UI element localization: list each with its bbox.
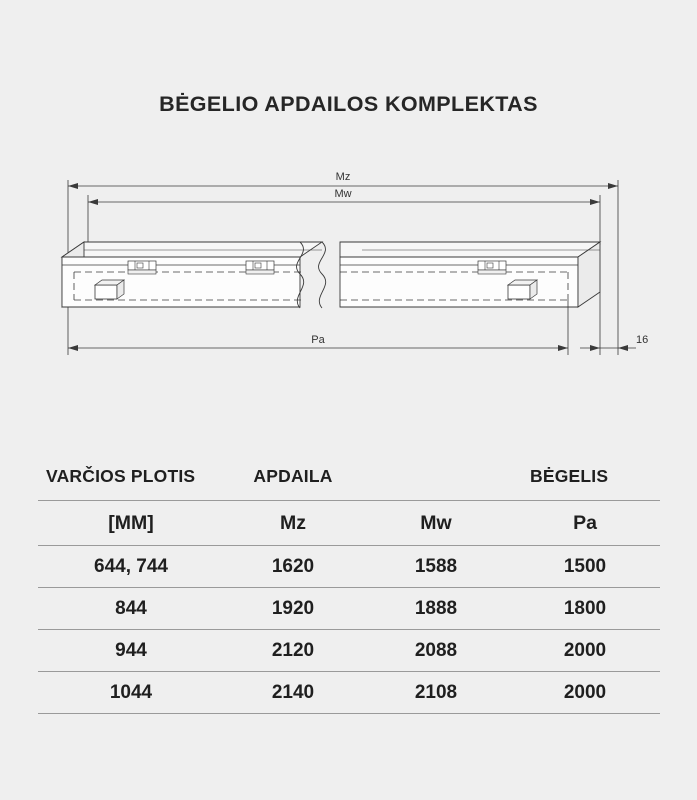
cell-pa: 1500 — [510, 546, 660, 588]
dim-label-mz: Mz — [335, 171, 351, 183]
cell-mw: 2088 — [362, 630, 510, 672]
col-header-apdaila-spacer — [362, 452, 510, 501]
cell-pa: 2000 — [510, 672, 660, 714]
col-header-varcios-plotis: VARČIOS PLOTIS — [38, 452, 224, 501]
unit-cell-mw: Mw — [362, 501, 510, 546]
cell-width: 944 — [38, 630, 224, 672]
cell-pa: 2000 — [510, 630, 660, 672]
page-title: BĖGELIO APDAILOS KOMPLEKTAS — [159, 92, 538, 116]
col-header-apdaila: APDAILA — [224, 452, 362, 501]
cell-mz: 1920 — [224, 588, 362, 630]
cell-width: 1044 — [38, 672, 224, 714]
table-row — [38, 630, 660, 672]
cell-mz: 1620 — [224, 546, 362, 588]
cell-mz: 2140 — [224, 672, 362, 714]
col-header-begelis: BĖGELIS — [510, 452, 660, 501]
dim-label-mw: Mw — [334, 188, 352, 200]
table-row — [38, 588, 660, 630]
cell-mw: 1888 — [362, 588, 510, 630]
cell-mz: 2120 — [224, 630, 362, 672]
table-row — [38, 546, 660, 588]
unit-cell-mz: Mz — [224, 501, 362, 546]
cell-width: 844 — [38, 588, 224, 630]
dim-label-pa: Pa — [311, 334, 325, 346]
unit-cell-mm: [MM] — [38, 501, 224, 546]
spec-table-wrapper — [38, 452, 660, 714]
table-header-row — [38, 452, 660, 501]
cell-mw: 1588 — [362, 546, 510, 588]
unit-cell-pa: Pa — [510, 501, 660, 546]
table-units-row — [38, 501, 660, 546]
spec-table — [38, 452, 660, 714]
dim-label-depth: 16 — [636, 334, 649, 346]
table-row — [38, 672, 660, 714]
cell-width: 644, 744 — [38, 546, 224, 588]
rail-trim-diagram — [40, 150, 660, 390]
cell-mw: 2108 — [362, 672, 510, 714]
cell-pa: 1800 — [510, 588, 660, 630]
